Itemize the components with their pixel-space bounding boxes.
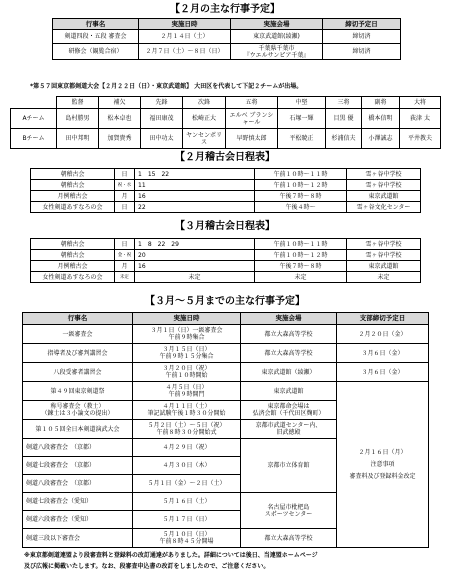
practice-venue: 雪ヶ谷中学校 bbox=[347, 169, 421, 180]
practice-time: 午前１０時～１２時 bbox=[255, 250, 347, 261]
event-deadline: 締切済 bbox=[323, 44, 401, 60]
event-date: ３月１日（日）一級審査会 午前９時集合 bbox=[133, 325, 241, 344]
event-name: 剣道七段審査会 （京都） bbox=[23, 457, 133, 475]
team-name: Bチーム bbox=[11, 129, 57, 149]
practice-name: 朝稽古会 bbox=[31, 250, 115, 261]
event-date: ４月１１日（土） 筆記試験午後１時３０分開始 bbox=[133, 401, 241, 420]
team-member: 早野慎太郎 bbox=[226, 129, 278, 149]
event-venue: 東京都命会場は 弘済会館（千代田区麹町） bbox=[241, 401, 337, 420]
event-name: 一級審査会 bbox=[23, 325, 133, 344]
practice-day: 月 bbox=[115, 261, 135, 272]
practice-dates: 未定 bbox=[135, 272, 255, 283]
event-name: 剣道六段審査会（愛知） bbox=[23, 511, 133, 529]
position-header: 先鋒 bbox=[141, 97, 183, 109]
event-name: 八段受審者講習会 bbox=[23, 363, 133, 382]
header-event-name: 行事名 bbox=[53, 19, 139, 30]
position-header: 大将 bbox=[400, 97, 441, 109]
event-venue: 東京武道館 bbox=[241, 382, 337, 401]
team-member: 石塚一輝 bbox=[278, 109, 326, 129]
team-member: 田中邦明 bbox=[57, 129, 99, 149]
header-venue: 実施会場 bbox=[241, 313, 337, 325]
practice-venue: 未定 bbox=[347, 272, 421, 283]
header-event-name: 行事名 bbox=[23, 313, 133, 325]
event-date: ４月５日（日） 午前９時開門 bbox=[133, 382, 241, 401]
footer-line-1: ※東京都剣道連盟より段審査料と登録料の改訂通達がありました。詳細については後日、当連盟ホームページ bbox=[24, 552, 318, 559]
header-deadline: 締切予定日 bbox=[323, 19, 401, 30]
practice-day: 日 bbox=[115, 202, 135, 213]
spring-events-table bbox=[22, 312, 429, 548]
practice-dates: 1 15 22 bbox=[135, 169, 255, 180]
event-venue: 千葉県千葉市 『ウエルサンピア千葉』 bbox=[231, 44, 323, 60]
practice-day: 祝・水 bbox=[115, 180, 135, 191]
team-member: 荻津 太 bbox=[400, 109, 441, 129]
feb-practice-table bbox=[30, 168, 421, 213]
event-date: ５月１６日（土） bbox=[133, 493, 241, 511]
event-name: 第４９回東京剣道祭 bbox=[23, 382, 133, 401]
event-venue-aichi: 名古屋市枇杷島 スポーツセンター bbox=[241, 493, 337, 529]
practice-venue: 雪ヶ谷文化センター bbox=[347, 202, 421, 213]
event-venue: 都立大森高等学校 bbox=[241, 529, 337, 548]
team-member: 松崎正大 bbox=[183, 109, 226, 129]
blank-cell bbox=[11, 97, 57, 109]
team-member: 加賀貴秀 bbox=[99, 129, 141, 149]
event-date: ５月１７日（日） bbox=[133, 511, 241, 529]
event-name: 剣道四段・五段 審査会 bbox=[53, 30, 139, 44]
team-member: 杉浦信夫 bbox=[326, 129, 362, 149]
practice-name: 朝稽古会 bbox=[31, 169, 115, 180]
event-deadline: ３月６日（金） bbox=[337, 363, 429, 382]
practice-venue: 東京武道館 bbox=[347, 191, 421, 202]
footer-line-2: 及び広報に掲載いたします。なお、段審査申込書の改訂をしましたので、ご注意ください。 bbox=[24, 563, 270, 570]
practice-dates: 16 bbox=[135, 261, 255, 272]
position-header: 五将 bbox=[226, 97, 278, 109]
practice-venue: 雪ヶ谷中学校 bbox=[347, 180, 421, 191]
team-member: 田中功太 bbox=[141, 129, 183, 149]
practice-time: 午前１０時～１１時 bbox=[255, 169, 347, 180]
practice-day: 金・祝 bbox=[115, 250, 135, 261]
practice-venue: 東京武道館 bbox=[347, 261, 421, 272]
team-name: Aチーム bbox=[11, 109, 57, 129]
practice-day: 未定 bbox=[115, 272, 135, 283]
practice-time: 午前１０時～１１時 bbox=[255, 239, 347, 250]
event-date: ４月３０日（木） bbox=[133, 457, 241, 475]
event-name: 剣道八段審査会 （京都） bbox=[23, 439, 133, 457]
header-date: 実施日時 bbox=[133, 313, 241, 325]
practice-time: 午前１０時～１２時 bbox=[255, 180, 347, 191]
team-member: 目黒 優 bbox=[326, 109, 362, 129]
team-member: 平井教夫 bbox=[400, 129, 441, 149]
event-venue: 都立大森高等学校 bbox=[241, 325, 337, 344]
event-venue: 東京武道館（綾瀬） bbox=[241, 363, 337, 382]
mar-practice-title: 【３月稽古会日程表】 bbox=[175, 221, 275, 232]
mar-practice-table bbox=[30, 238, 421, 283]
merged-deadline-notice: ２月１６日（月） 注意事項 審査料及び登録料金改定 bbox=[337, 382, 429, 548]
event-venue: 都立大森高等学校 bbox=[241, 344, 337, 363]
feb-events-table bbox=[52, 18, 401, 60]
practice-dates: 11 bbox=[135, 180, 255, 191]
team-member: 福田康茂 bbox=[141, 109, 183, 129]
practice-venue: 雪ヶ谷中学校 bbox=[347, 239, 421, 250]
event-name: 剣道八段審査会 （京都） bbox=[23, 475, 133, 493]
practice-time: 午後７時～８時 bbox=[255, 191, 347, 202]
practice-name: 月例稽古会 bbox=[31, 261, 115, 272]
practice-name: 朝稽古会 bbox=[31, 239, 115, 250]
event-name: 剣道七段審査会（愛知） bbox=[23, 493, 133, 511]
event-deadline: 締切済 bbox=[323, 30, 401, 44]
header-venue: 実施会場 bbox=[231, 19, 323, 30]
practice-day: 日 bbox=[115, 239, 135, 250]
event-date: ３月１５日（日） 午前９時１５分集合 bbox=[133, 344, 241, 363]
practice-venue: 雪ヶ谷中学校 bbox=[347, 250, 421, 261]
position-header: 中堅 bbox=[278, 97, 326, 109]
event-date: ４月２９日（祝） bbox=[133, 439, 241, 457]
team-member: 島村勝男 bbox=[57, 109, 99, 129]
event-deadline: ３月６日（金） bbox=[337, 344, 429, 363]
tournament-team-table bbox=[10, 96, 441, 149]
event-venue-kyoto: 京都市立体育館 bbox=[241, 439, 337, 493]
tournament-notice bbox=[30, 83, 302, 91]
practice-dates: 1 8 22 29 bbox=[135, 239, 255, 250]
practice-name: 月例稽古会 bbox=[31, 191, 115, 202]
practice-name: 朝稽古会 bbox=[31, 180, 115, 191]
practice-day: 月 bbox=[115, 191, 135, 202]
practice-time: 午後７時～８時 bbox=[255, 261, 347, 272]
event-venue: 東京武道館(綾瀬) bbox=[231, 30, 323, 44]
event-date: ３月２０日（祝） 午前１０時開始 bbox=[133, 363, 241, 382]
event-date: ５月１０日（日） 午前８時４５分開場 bbox=[133, 529, 241, 548]
practice-day: 日 bbox=[115, 169, 135, 180]
practice-dates: 16 bbox=[135, 191, 255, 202]
practice-name: 女性剣道あすなろの会 bbox=[31, 272, 115, 283]
feb-events-title: 【２月の主な行事予定】 bbox=[170, 4, 280, 15]
event-deadline: ２月２０日（金） bbox=[337, 325, 429, 344]
event-venue: 京都市武道センター内、 旧武徳殿 bbox=[241, 420, 337, 439]
event-name: 指導者及び審判講習会 bbox=[23, 344, 133, 363]
practice-name: 女性剣道あすなろの会 bbox=[31, 202, 115, 213]
team-member: 橋本信明 bbox=[362, 109, 400, 129]
position-header: 補欠 bbox=[99, 97, 141, 109]
event-date: ５月２日（土）～５日（祝） 午前８時３０分開始式 bbox=[133, 420, 241, 439]
spring-events-title: 【３月～５月までの主な行事予定】 bbox=[145, 296, 305, 307]
tournament-notice-prefix: *第５７回東京都剣道大会【２月２２日（日）・東京武道館】 bbox=[30, 83, 193, 90]
team-member: 小澤誠志 bbox=[362, 129, 400, 149]
event-date: ２月１４日（土） bbox=[139, 30, 231, 44]
header-deadline: 支部締切予定日 bbox=[337, 313, 429, 325]
tournament-notice-suffix: 大田区を代表して下記２チームが出場。 bbox=[194, 83, 303, 90]
feb-practice-title: 【２月稽古会日程表】 bbox=[175, 152, 275, 163]
event-name: 称号審査会（教士） （錬士は３小論文の提出） bbox=[23, 401, 133, 420]
event-name: 研修会（観覧合宿） bbox=[53, 44, 139, 60]
position-header: 次鋒 bbox=[183, 97, 226, 109]
team-member: ヤンセンボリス bbox=[183, 129, 226, 149]
practice-time: 未定 bbox=[255, 272, 347, 283]
team-member: 松本卓也 bbox=[99, 109, 141, 129]
team-member: エルベ ブランシャール bbox=[226, 109, 278, 129]
team-member: 平松暁正 bbox=[278, 129, 326, 149]
event-date: ５月１日（金）～２日（土） bbox=[133, 475, 241, 493]
position-header: 三将 bbox=[326, 97, 362, 109]
position-header: 監督 bbox=[57, 97, 99, 109]
position-header: 副将 bbox=[362, 97, 400, 109]
event-name: 第１０５回全日本剣道演武大会 bbox=[23, 420, 133, 439]
event-name: 剣道三段以下審査会 bbox=[23, 529, 133, 548]
event-date: ２月７日（土）～８日（日） bbox=[139, 44, 231, 60]
practice-dates: 20 bbox=[135, 250, 255, 261]
header-date: 実施日時 bbox=[139, 19, 231, 30]
practice-dates: 22 bbox=[135, 202, 255, 213]
practice-time: 午後４時～ bbox=[255, 202, 347, 213]
